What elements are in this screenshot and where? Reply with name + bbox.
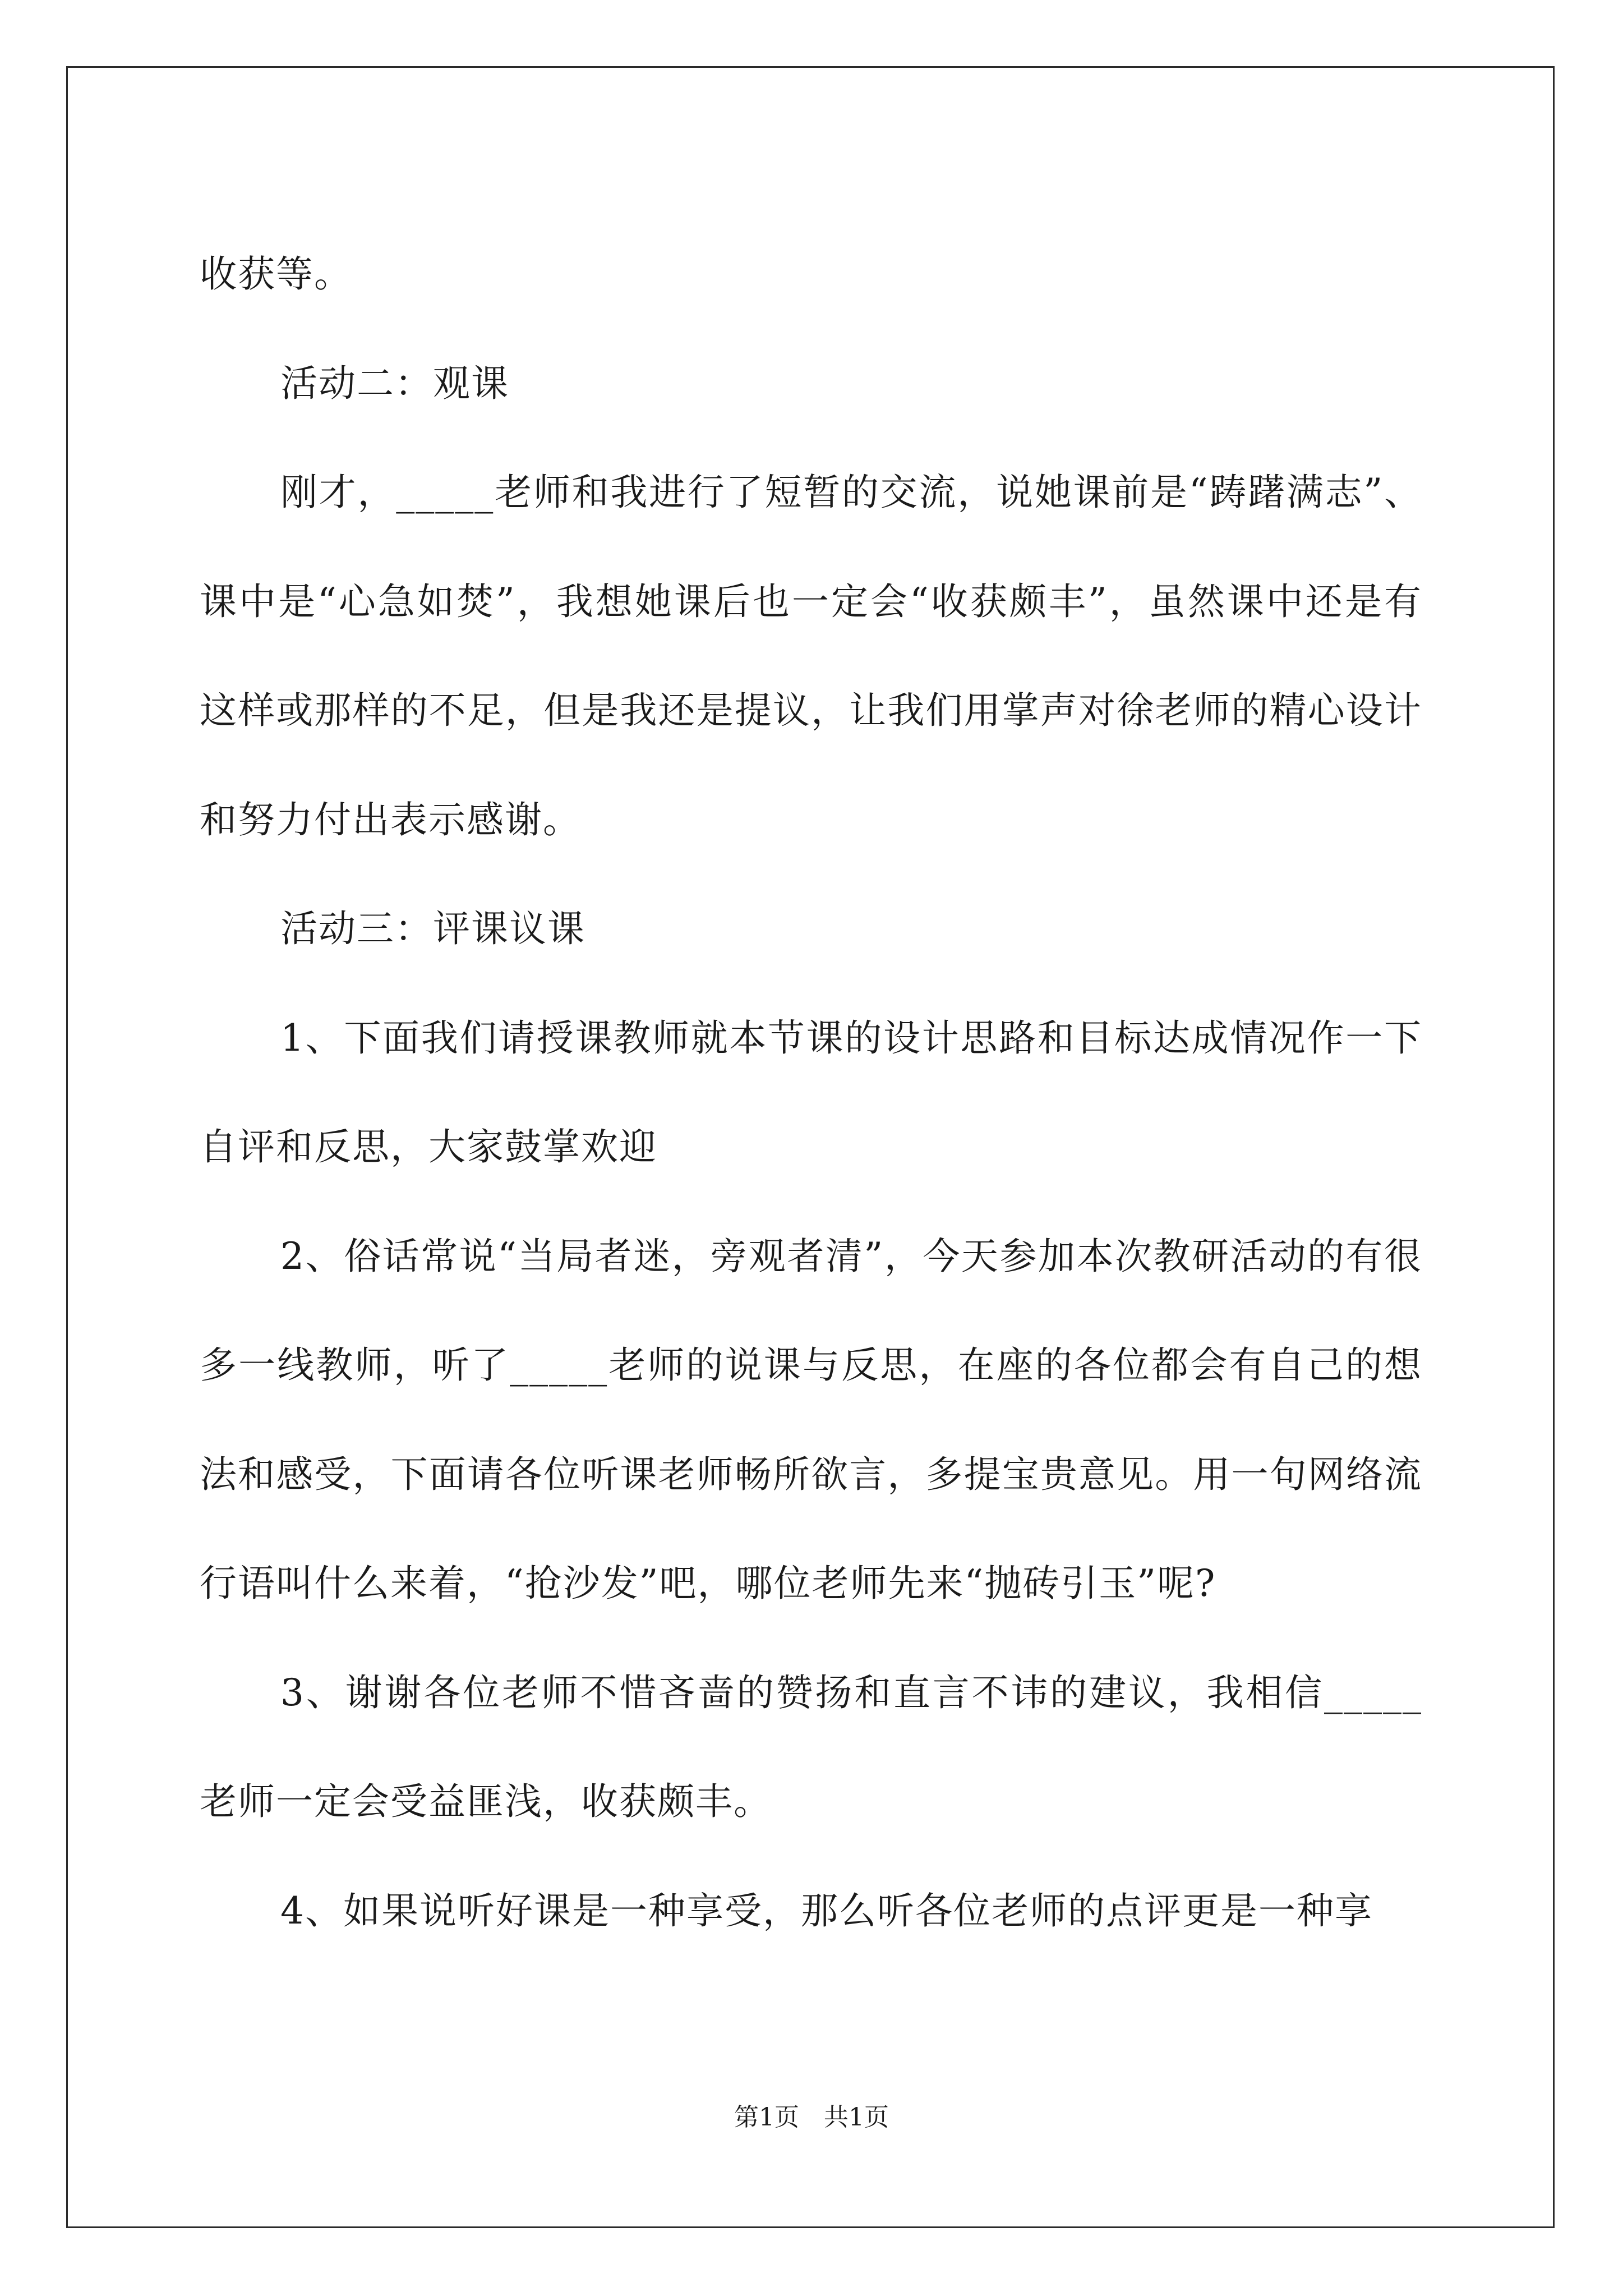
paragraph-4-heading: 活动三：评课议课 (280, 907, 585, 950)
page-footer: 第1页 共1页 (734, 2103, 889, 2132)
paragraph-1: 收获等。 (200, 252, 352, 296)
paragraph-7: 3、谢谢各位老师不惜吝啬的赞扬和直言不讳的建议，我相信_____老师一定会受益匪浅，收获颇丰。 (200, 1671, 1422, 1823)
document-body (200, 220, 1422, 1966)
paragraph-6: 2、俗话常说“当局者迷，旁观者清”，今天参加本次教研活动的有很多一线教师，听了_____老师的说课与反思，在座的各位都会有自己的想法和感受，下面请各位听课老师畅所欲言，多提宝贵意见。用一句网络流行语叫什么来着，“抢沙发”吧，哪位老师先来“抛砖引玉”呢? (200, 1234, 1422, 1605)
paragraph-3: 刚才，_____老师和我进行了短暂的交流，说她课前是“踌躇满志”、课中是“心急如焚”，我想她课后也一定会“收获颇丰”，虽然课中还是有这样或那样的不足，但是我还是提议，让我们用掌声对徐老师的精心设计和努力付出表示感谢。 (200, 471, 1422, 841)
paragraph-8: 4、如果说听好课是一种享受，那么听各位老师的点评更是一种享 (280, 1889, 1373, 1932)
paragraph-2-heading: 活动二：观课 (280, 361, 509, 405)
paragraph-5: 1、下面我们请授课教师就本节课的设计思路和目标达成情况作一下自评和反思，大家鼓掌欢迎 (200, 1016, 1422, 1168)
